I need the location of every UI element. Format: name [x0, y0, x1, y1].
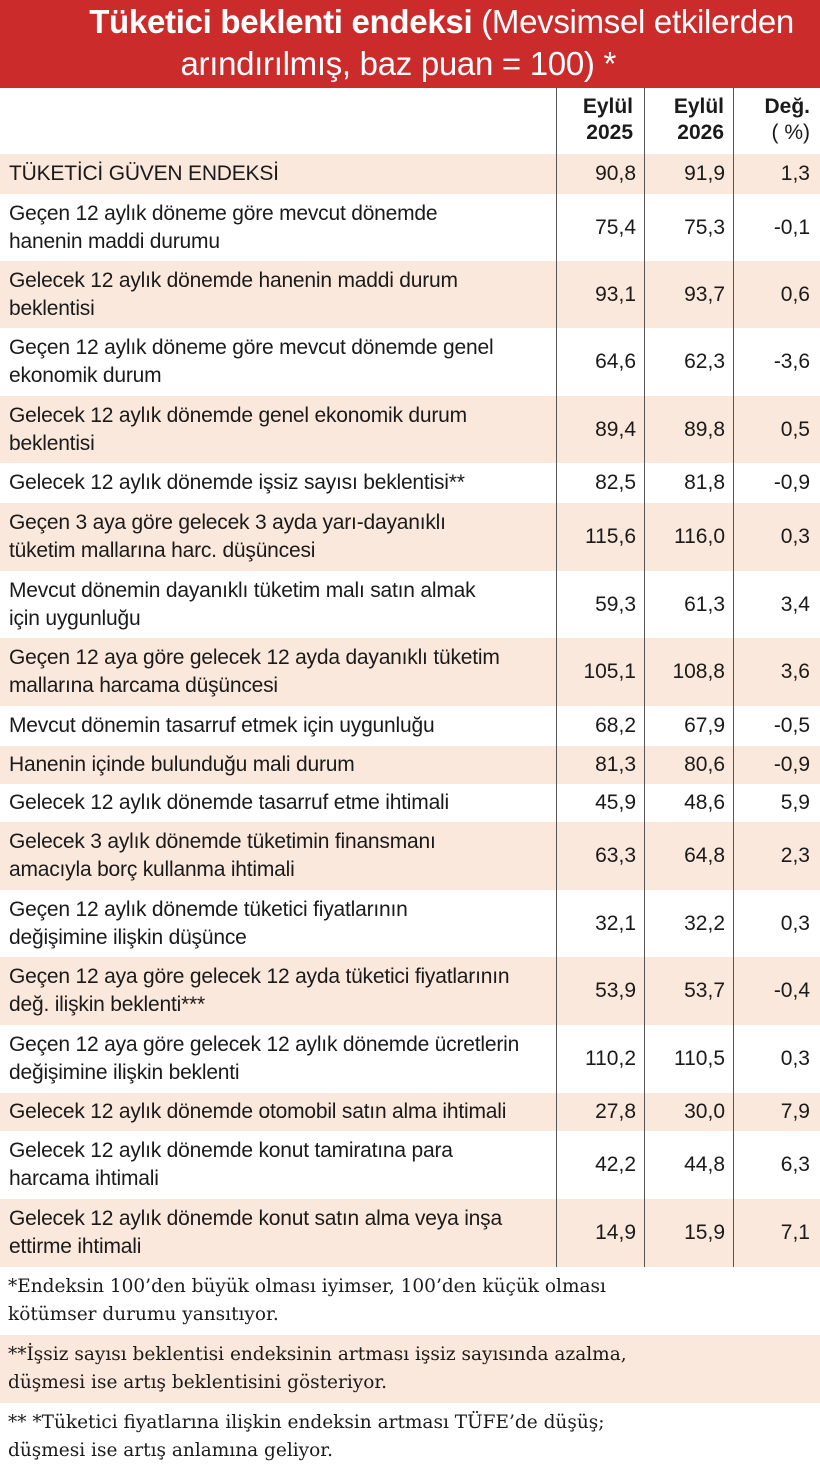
value-2025: 89,4: [595, 418, 636, 441]
footnote-text: [8, 1409, 798, 1465]
value-change: -0,4: [773, 979, 810, 1002]
value-2026: 116,0: [674, 525, 725, 548]
row-label: [9, 963, 549, 1019]
value-change: 2,3: [780, 844, 810, 867]
col-header-change: [764, 94, 810, 146]
table-row: [0, 571, 820, 638]
value-2026: 44,8: [684, 1153, 725, 1176]
value-2025: 105,1: [583, 660, 636, 683]
footnote-line: düşmesi ise artış anlamına geliyor.: [8, 1440, 333, 1461]
column-header: [0, 88, 820, 154]
row-label-line: hanenin maddi durumu: [9, 230, 220, 253]
footnote-text: [8, 1273, 798, 1329]
value-2026: 62,3: [684, 350, 725, 373]
row-label: [9, 200, 549, 256]
title-banner: [0, 0, 820, 88]
title-bold: Tüketici beklenti endeksi: [89, 3, 473, 40]
value-2025: 93,1: [595, 283, 636, 306]
row-label: [9, 402, 549, 458]
footnote-text: [8, 1341, 798, 1397]
value-2026: 67,9: [684, 714, 725, 737]
row-label-line: Geçen 3 aya göre gelecek 3 ayda yarı-dayanıklı: [9, 511, 446, 534]
row-label-line: ekonomik durum: [9, 364, 162, 387]
col-header-change-unit: ( %): [771, 121, 810, 144]
row-label-line: Geçen 12 aylık döneme göre mevcut dönemde: [9, 202, 438, 225]
row-label-line: Gelecek 12 aylık dönemde genel ekonomik durum: [9, 404, 467, 427]
col-header-2025-month: Eylül: [582, 95, 633, 118]
value-2026: 61,3: [684, 593, 725, 616]
table-row: [0, 638, 820, 706]
title-line-2: arındırılmış, baz puan = 100) *: [180, 45, 616, 82]
value-2025: 68,2: [595, 714, 636, 737]
value-2025: 42,2: [595, 1153, 636, 1176]
title-rest: (Mevsimsel etkilerden: [472, 3, 794, 40]
value-change: 0,3: [780, 525, 810, 548]
row-label-line: Gelecek 12 aylık dönemde hanenin maddi durum: [9, 269, 458, 292]
value-change: 0,3: [780, 1047, 810, 1070]
col-header-2026: [674, 94, 724, 146]
column-divider-2: [644, 88, 645, 1267]
value-2025: 90,8: [595, 162, 636, 185]
row-label: [9, 577, 549, 633]
value-2026: 91,9: [684, 162, 725, 185]
column-divider-1: [556, 88, 557, 1267]
value-2025: 63,3: [595, 844, 636, 867]
row-label-line: değişimine ilişkin düşünce: [9, 926, 247, 949]
value-2025: 82,5: [595, 471, 636, 494]
row-label: [9, 751, 549, 779]
row-label: [9, 1137, 549, 1193]
row-label: [9, 334, 549, 390]
table-row: [0, 706, 820, 746]
row-label: [9, 712, 549, 740]
value-2026: 93,7: [684, 283, 725, 306]
table-row: [0, 1025, 820, 1093]
row-label-line: Geçen 12 aya göre gelecek 12 ayda dayanıklı tüketim: [9, 646, 500, 669]
value-2025: 115,6: [585, 525, 636, 548]
value-2026: 80,6: [684, 753, 725, 776]
table-row: [0, 784, 820, 822]
value-2025: 14,9: [595, 1221, 636, 1244]
value-2026: 89,8: [684, 418, 725, 441]
row-label-line: Gelecek 12 aylık dönemde tasarruf etme ihtimali: [9, 791, 449, 814]
value-change: 0,3: [780, 912, 810, 935]
value-2026: 30,0: [684, 1100, 725, 1123]
row-label-line: beklentisi: [9, 297, 95, 320]
value-2026: 108,8: [672, 660, 725, 683]
value-2026: 15,9: [684, 1221, 725, 1244]
value-change: 0,5: [780, 418, 810, 441]
col-header-2025-year: 2025: [586, 121, 633, 144]
table-row: [0, 396, 820, 463]
value-change: -0,9: [773, 753, 810, 776]
value-2026: 64,8: [684, 844, 725, 867]
value-change: 7,1: [780, 1221, 810, 1244]
value-2025: 75,4: [595, 216, 636, 239]
row-label-line: Mevcut dönemin tasarruf etmek için uygunluğu: [9, 714, 435, 737]
col-header-2026-year: 2026: [677, 121, 724, 144]
row-label: [9, 896, 549, 952]
row-label-line: Geçen 12 aylık dönemde tüketici fiyatlarının: [9, 898, 408, 921]
value-2026: 53,7: [684, 979, 725, 1002]
value-change: -0,9: [773, 471, 810, 494]
value-change: -3,6: [773, 350, 810, 373]
title-line-1: [89, 1, 794, 43]
row-label: [9, 1205, 549, 1261]
row-label-line: ettirme ihtimali: [9, 1235, 142, 1258]
table-row: [0, 746, 820, 784]
row-label: [9, 1098, 549, 1126]
row-label-line: harcama ihtimali: [9, 1167, 159, 1190]
table-row: [0, 328, 820, 396]
value-2025: 32,1: [595, 912, 636, 935]
row-label-line: mallarına harcama düşüncesi: [9, 674, 278, 697]
col-header-2026-month: Eylül: [673, 95, 724, 118]
row-label-line: Gelecek 3 aylık dönemde tüketimin finansmanı: [9, 830, 436, 853]
value-2026: 48,6: [684, 791, 725, 814]
value-change: 1,3: [780, 162, 810, 185]
value-change: 3,6: [780, 660, 810, 683]
row-label-line: Gelecek 12 aylık dönemde konut tamiratına para: [9, 1139, 453, 1162]
table-row: [0, 957, 820, 1025]
value-2026: 75,3: [684, 216, 725, 239]
table-row: [0, 503, 820, 571]
value-2025: 27,8: [595, 1100, 636, 1123]
row-label-line: değişimine ilişkin beklenti: [9, 1061, 240, 1084]
value-change: 5,9: [780, 791, 810, 814]
table-row: [0, 194, 820, 261]
row-label: [9, 789, 549, 817]
col-header-2025: [583, 94, 633, 146]
row-label-line: Gelecek 12 aylık dönemde konut satın alma veya inşa: [9, 1207, 502, 1230]
row-label: [9, 644, 549, 700]
row-label: [9, 828, 549, 884]
value-change: 6,3: [780, 1153, 810, 1176]
row-label-line: Geçen 12 aya göre gelecek 12 aylık dönemde ücretlerin: [9, 1033, 520, 1056]
value-2025: 81,3: [595, 753, 636, 776]
value-2025: 110,2: [585, 1047, 636, 1070]
value-2025: 53,9: [595, 979, 636, 1002]
value-2025: 64,6: [595, 350, 636, 373]
value-2025: 59,3: [595, 593, 636, 616]
table-row: [0, 1199, 820, 1267]
row-label-line: Geçen 12 aylık döneme göre mevcut dönemde genel: [9, 336, 494, 359]
footnote: [0, 1335, 820, 1403]
row-label: [9, 267, 549, 323]
table-row: [0, 890, 820, 957]
row-label-line: beklentisi: [9, 432, 95, 455]
row-label-line: değ. ilişkin beklenti***: [9, 993, 205, 1016]
row-label-line: Mevcut dönemin dayanıklı tüketim malı satın almak: [9, 579, 476, 602]
table-row: [0, 463, 820, 503]
value-2025: 45,9: [595, 791, 636, 814]
row-label-line: için uygunluğu: [9, 607, 141, 630]
row-label: [9, 509, 549, 565]
value-change: 7,9: [780, 1100, 810, 1123]
value-2026: 81,8: [684, 471, 725, 494]
footnote-line: kötümser durumu yansıtıyor.: [8, 1304, 279, 1325]
row-label: [9, 469, 549, 497]
footnote-line: düşmesi ise artış beklentisini gösteriyor.: [8, 1372, 388, 1393]
value-2026: 32,2: [684, 912, 725, 935]
value-change: 0,6: [780, 283, 810, 306]
row-label-line: TÜKETİCİ GÜVEN ENDEKSİ: [9, 162, 279, 185]
footnote: [0, 1403, 820, 1470]
column-divider-3: [733, 88, 734, 1267]
row-label-line: Gelecek 12 aylık dönemde otomobil satın alma ihtimali: [9, 1100, 507, 1123]
col-header-change-label: Değ.: [764, 95, 810, 118]
table-row: [0, 822, 820, 890]
row-label-line: amacıyla borç kullanma ihtimali: [9, 858, 295, 881]
row-label-line: Geçen 12 aya göre gelecek 12 ayda tüketici fiyatlarının: [9, 965, 510, 988]
value-change: -0,5: [773, 714, 810, 737]
table-row: [0, 154, 820, 194]
value-change: -0,1: [773, 216, 810, 239]
value-2026: 110,5: [674, 1047, 725, 1070]
table-row: [0, 1093, 820, 1131]
footnote-line: ** *Tüketici fiyatlarına ilişkin endeksin artması TÜFE’de düşüş;: [8, 1412, 605, 1433]
row-label-line: tüketim mallarına harc. düşüncesi: [9, 539, 316, 562]
table-row: [0, 1131, 820, 1199]
footnote: [0, 1267, 820, 1335]
table-row: [0, 261, 820, 328]
footnote-line: **İşsiz sayısı beklentisi endeksinin artması işsiz sayısında azalma,: [8, 1344, 627, 1365]
row-label-line: Hanenin içinde bulunduğu mali durum: [9, 753, 355, 776]
footnote-line: *Endeksin 100’den büyük olması iyimser, 100’den küçük olması: [8, 1276, 606, 1297]
value-change: 3,4: [780, 593, 810, 616]
row-label-line: Gelecek 12 aylık dönemde işsiz sayısı beklentisi**: [9, 471, 465, 494]
row-label: [9, 1031, 549, 1087]
row-label: [9, 160, 549, 188]
